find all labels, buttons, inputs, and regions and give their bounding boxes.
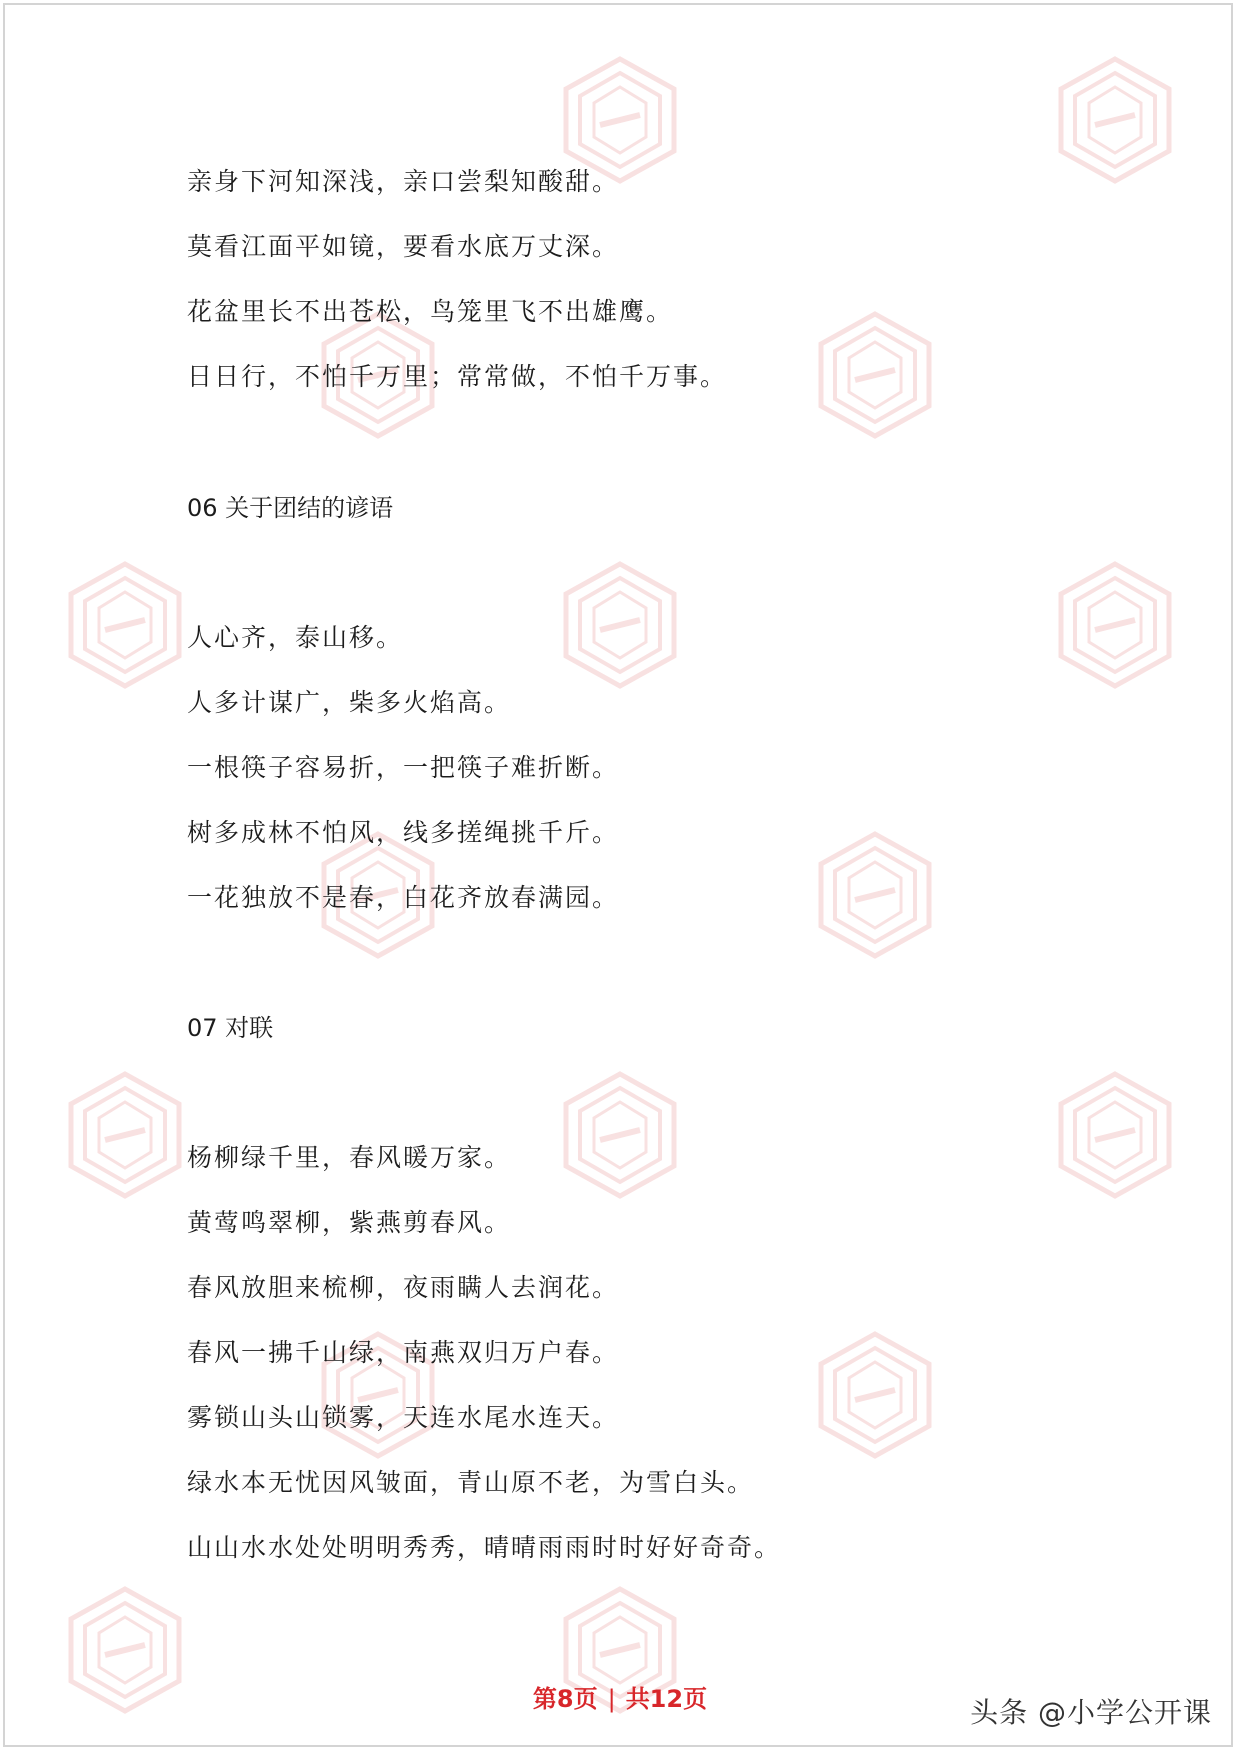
watermark-icon <box>1055 560 1175 690</box>
proverb-line: 人心齐，泰山移。 <box>187 623 404 652</box>
page-separator: | <box>607 1685 616 1713</box>
couplet-line: 杨柳绿千里，春风暖万家。 <box>187 1143 512 1172</box>
watermark-icon <box>815 1330 935 1460</box>
watermark-icon <box>560 1070 680 1200</box>
watermark-icon <box>560 560 680 690</box>
section-heading: 06 关于团结的谚语 <box>187 494 394 522</box>
watermark-icon <box>815 830 935 960</box>
current-page: 第8页 <box>532 1685 598 1713</box>
proverb-line: 日日行，不怕千万里；常常做，不怕千万事。 <box>187 362 728 391</box>
couplet-line: 黄莺鸣翠柳，紫燕剪春风。 <box>187 1208 512 1237</box>
couplet-line: 绿水本无忧因风皱面，青山原不老，为雪白头。 <box>187 1468 755 1497</box>
proverb-line: 花盆里长不出苍松，鸟笼里飞不出雄鹰。 <box>187 297 674 326</box>
couplet-line: 雾锁山头山锁雾，天连水尾水连天。 <box>187 1403 620 1432</box>
proverb-line: 一根筷子容易折，一把筷子难折断。 <box>187 753 620 782</box>
proverb-line: 树多成林不怕风，线多搓绳挑千斤。 <box>187 818 620 847</box>
couplet-line: 山山水水处处明明秀秀，晴晴雨雨时时好好奇奇。 <box>187 1533 782 1562</box>
watermark-icon <box>65 1070 185 1200</box>
proverb-line: 一花独放不是春，白花齐放春满园。 <box>187 883 620 912</box>
proverb-line: 亲身下河知深浅，亲口尝梨知酸甜。 <box>187 167 620 196</box>
couplet-line: 春风放胆来梳柳，夜雨瞒人去润花。 <box>187 1273 620 1302</box>
couplet-line: 春风一拂千山绿，南燕双归万户春。 <box>187 1338 620 1367</box>
proverb-line: 莫看江面平如镜，要看水底万丈深。 <box>187 232 620 261</box>
watermark-icon <box>1055 55 1175 185</box>
proverb-line: 人多计谋广，柴多火焰高。 <box>187 688 512 717</box>
brand-watermark: 头条 @小学公开课 <box>970 1696 1212 1729</box>
section-heading: 07 对联 <box>187 1014 274 1042</box>
watermark-icon <box>815 310 935 440</box>
total-pages: 共12页 <box>625 1685 708 1713</box>
watermark-icon <box>65 560 185 690</box>
watermark-icon <box>1055 1070 1175 1200</box>
